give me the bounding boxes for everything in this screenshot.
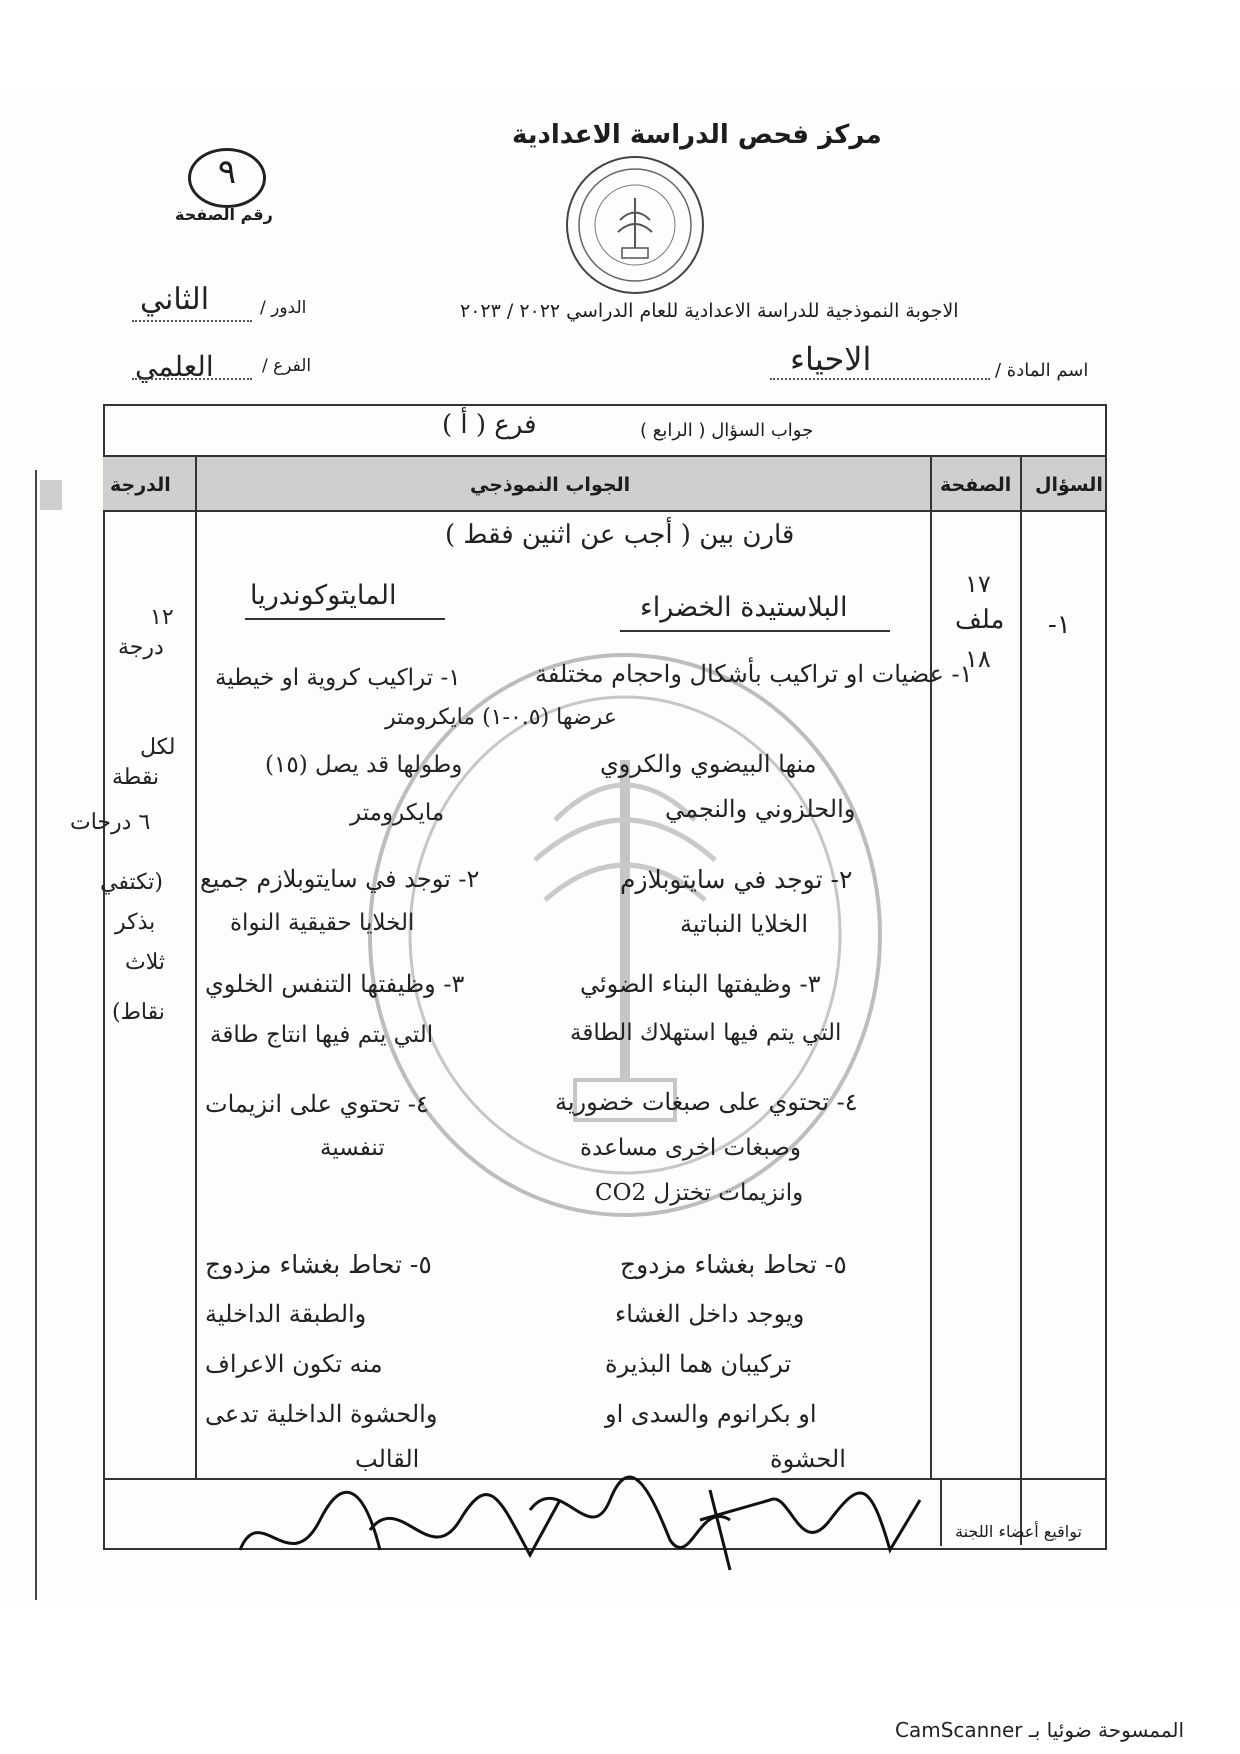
ministry-logo-icon xyxy=(560,150,710,300)
grade-note-6: ثلاث xyxy=(125,950,165,975)
right-point-1b: منها البيضوي والكروي xyxy=(600,750,817,778)
left-point-4a: ٤- تحتوي على انزيمات xyxy=(205,1090,429,1118)
left-point-1d: مايكرومتر xyxy=(350,800,445,826)
left-point-5c: منه تكون الاعراف xyxy=(205,1350,383,1378)
right-point-5a: ٥- تحاط بغشاء مزدوج xyxy=(620,1250,847,1279)
center-name: مركز فحص الدراسة الاعدادية xyxy=(512,120,882,150)
left-point-1b: عرضها (٠.٥-١) مايكرومتر xyxy=(385,705,617,730)
right-point-4b: وصبغات اخرى مساعدة xyxy=(580,1135,801,1161)
branch-label: الفرع / xyxy=(262,356,312,376)
exam-title: الاجوبة النموذجية للدراسة الاعدادية للعام الدراسي ٢٠٢٢ / ٢٠٢٣ xyxy=(460,300,959,322)
right-point-5c: تركيبان هما البذيرة xyxy=(605,1350,792,1378)
left-point-3b: التي يتم فيها انتاج طاقة xyxy=(210,1022,434,1048)
grade-total: ١٢ xyxy=(150,605,174,630)
page-ref-2: ١٨ xyxy=(965,645,991,673)
subject-label: اسم المادة / xyxy=(995,360,1089,381)
grade-note-5: بذكر xyxy=(115,910,156,935)
grade-note-2: نقطة xyxy=(112,765,160,790)
left-point-2a: ٢- توجد في سايتوبلازم جميع xyxy=(200,865,480,893)
branch-value: العلمي xyxy=(135,350,214,383)
right-point-4a: ٤- تحتوي على صبغات خضورية xyxy=(555,1088,858,1116)
page-number-label: رقم الصفحة xyxy=(175,205,273,224)
question-prompt: قارن بين ( أجب عن اثنين فقط ) xyxy=(445,520,795,550)
left-point-2b: الخلايا حقيقية النواة xyxy=(230,910,415,936)
header-question: السؤال xyxy=(1035,474,1103,496)
grade-note-4: (تكتفي xyxy=(100,870,163,895)
question-number: ١- xyxy=(1048,610,1071,640)
right-point-4c: وانزيمات تختزل CO2 xyxy=(595,1180,804,1206)
round-label: الدور / xyxy=(260,298,307,318)
right-point-3b: التي يتم فيها استهلاك الطاقة xyxy=(570,1020,842,1046)
left-point-5a: ٥- تحاط بغشاء مزدوج xyxy=(205,1250,432,1279)
answer-branch-field: فرع ( أ ) xyxy=(442,410,537,440)
adjacent-page-header xyxy=(40,480,62,510)
signatures-cell-divider xyxy=(940,1478,942,1546)
round-value: الثاني xyxy=(140,282,210,317)
right-point-2b: الخلايا النباتية xyxy=(680,910,808,938)
subject-value: الاحياء xyxy=(790,340,872,378)
answer-question-label: جواب السؤال ( الرابع ) xyxy=(640,420,814,441)
right-point-3a: ٣- وظيفتها البناء الضوئي xyxy=(580,970,821,998)
right-point-2a: ٢- توجد في سايتوبلازم xyxy=(620,865,853,894)
page-ref-note: ملف xyxy=(955,605,1005,635)
right-point-5d: او بكرانوم والسدى او xyxy=(605,1400,817,1428)
left-point-5d: والحشوة الداخلية تدعى xyxy=(205,1400,438,1428)
header-page: الصفحة xyxy=(940,474,1012,496)
camscanner-footer: الممسوحة ضوئيا بـ CamScanner xyxy=(895,1718,1185,1742)
grade-unit: درجة xyxy=(118,635,164,660)
page-ref-1: ١٧ xyxy=(965,570,991,598)
left-point-1c: وطولها قد يصل (١٥) xyxy=(265,752,463,778)
left-point-5e: القالب xyxy=(355,1445,420,1473)
committee-signatures xyxy=(230,1460,930,1590)
grade-note-1: لكل xyxy=(140,735,176,760)
header-grade: الدرجة xyxy=(110,474,171,496)
right-point-5b: ويوجد داخل الغشاء xyxy=(615,1300,805,1328)
compare-left-title: المايتوكوندريا xyxy=(250,580,397,611)
adjacent-page-edge xyxy=(35,470,37,1600)
compare-right-title: البلاستيدة الخضراء xyxy=(640,592,848,623)
grade-note-3: ٦ درجات xyxy=(70,810,151,835)
page-number: ٩ xyxy=(217,152,237,192)
right-point-1c: والحلزوني والنجمي xyxy=(665,795,856,823)
left-point-5b: والطبقة الداخلية xyxy=(205,1300,367,1328)
left-point-3a: ٣- وظيفتها التنفس الخلوي xyxy=(205,970,465,998)
right-point-5e: الحشوة xyxy=(770,1445,846,1473)
grade-note-7: نقاط) xyxy=(112,1000,165,1025)
right-point-1a: ١- عضيات او تراكيب بأشكال واحجام مختلفة xyxy=(535,660,973,688)
left-point-1a: ١- تراكيب كروية او خيطية xyxy=(215,665,461,691)
left-point-4b: تنفسية xyxy=(320,1135,385,1161)
signatures-label: تواقيع أعضاء اللجنة xyxy=(955,1522,1082,1541)
header-model-answer: الجواب النموذجي xyxy=(470,474,631,496)
